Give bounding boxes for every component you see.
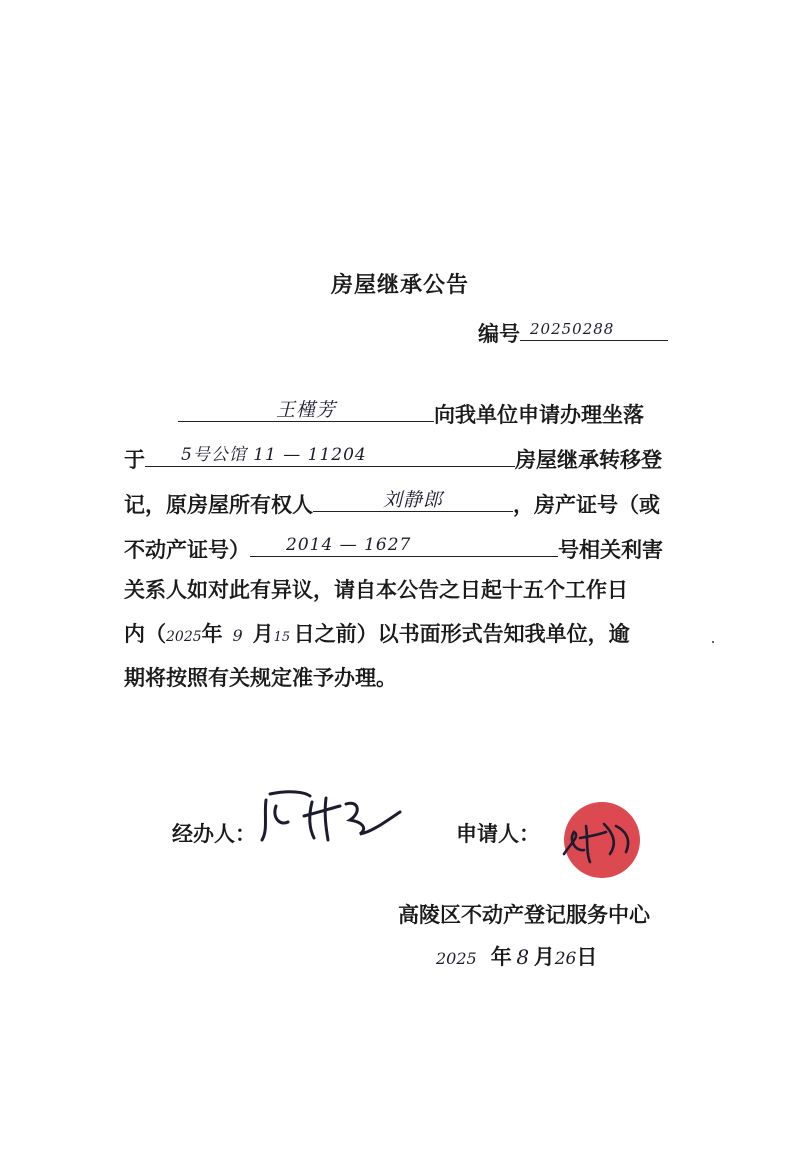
body-line-1	[178, 395, 644, 430]
owner-name: 刘静郎	[382, 489, 443, 511]
body-line-3	[124, 485, 660, 520]
org-name: 高陵区不动产登记服务中心	[398, 903, 650, 927]
number-value: 20250288	[530, 320, 615, 338]
date-year-suffix: 年	[490, 945, 512, 969]
body-line-7: 期将按照有关规定准予办理。	[124, 666, 397, 690]
body-line-6	[124, 619, 630, 653]
deadline-prefix: 内（	[124, 622, 166, 646]
date-month-suffix: 月	[533, 945, 555, 969]
body-line-5: 关系人如对此有异议，请自本公告之日起十五个工作日	[124, 578, 628, 602]
deadline-year-suffix: 年	[201, 622, 223, 646]
deadline-month-suffix: 月	[252, 622, 274, 646]
applicant-blank	[178, 395, 434, 422]
text-transfer: 房屋继承转移登	[515, 448, 662, 472]
handler-signature	[250, 782, 410, 852]
number-label: 编号	[478, 322, 520, 346]
cert-number: 2014 — 1627	[286, 535, 412, 555]
cert-blank	[250, 530, 558, 557]
body-line-2	[124, 440, 662, 475]
text-cert-label: 不动产证号）	[124, 538, 250, 562]
location-prefix: 于	[124, 448, 145, 472]
date-month: 8	[516, 945, 530, 969]
deadline-year: 2025	[166, 629, 202, 645]
number-blank	[520, 314, 668, 341]
date-day-suffix: 日	[576, 945, 598, 969]
text-cert-prefix: ，房产证号（或	[513, 493, 660, 517]
notice-number-line	[478, 314, 668, 349]
handler-label: 经办人：	[172, 822, 256, 846]
owner-blank	[313, 485, 513, 512]
date-day: 26	[554, 949, 577, 969]
applicant-seal-signature	[552, 796, 642, 886]
applicant-label: 申请人：	[456, 822, 540, 846]
date-year: 2025	[436, 949, 477, 968]
location-blank	[145, 440, 515, 467]
issue-date	[436, 942, 597, 974]
location-value: 5号公馆 11 — 11204	[181, 445, 367, 465]
deadline-month: 9	[232, 626, 243, 645]
deadline-day: 15	[273, 630, 291, 645]
text-request: 向我单位申请办理坐落	[434, 403, 644, 427]
deadline-day-suffix: 日之前）以书面形式告知我单位，逾	[293, 622, 630, 646]
text-owner-prefix: 记，原房屋所有权人	[124, 493, 313, 517]
notice-title: 房屋继承公告	[330, 273, 469, 298]
text-cert-suffix: 号相关利害	[558, 538, 663, 562]
scan-speck	[712, 641, 714, 643]
body-line-4	[124, 530, 663, 565]
applicant-name: 王槿芳	[275, 399, 336, 421]
